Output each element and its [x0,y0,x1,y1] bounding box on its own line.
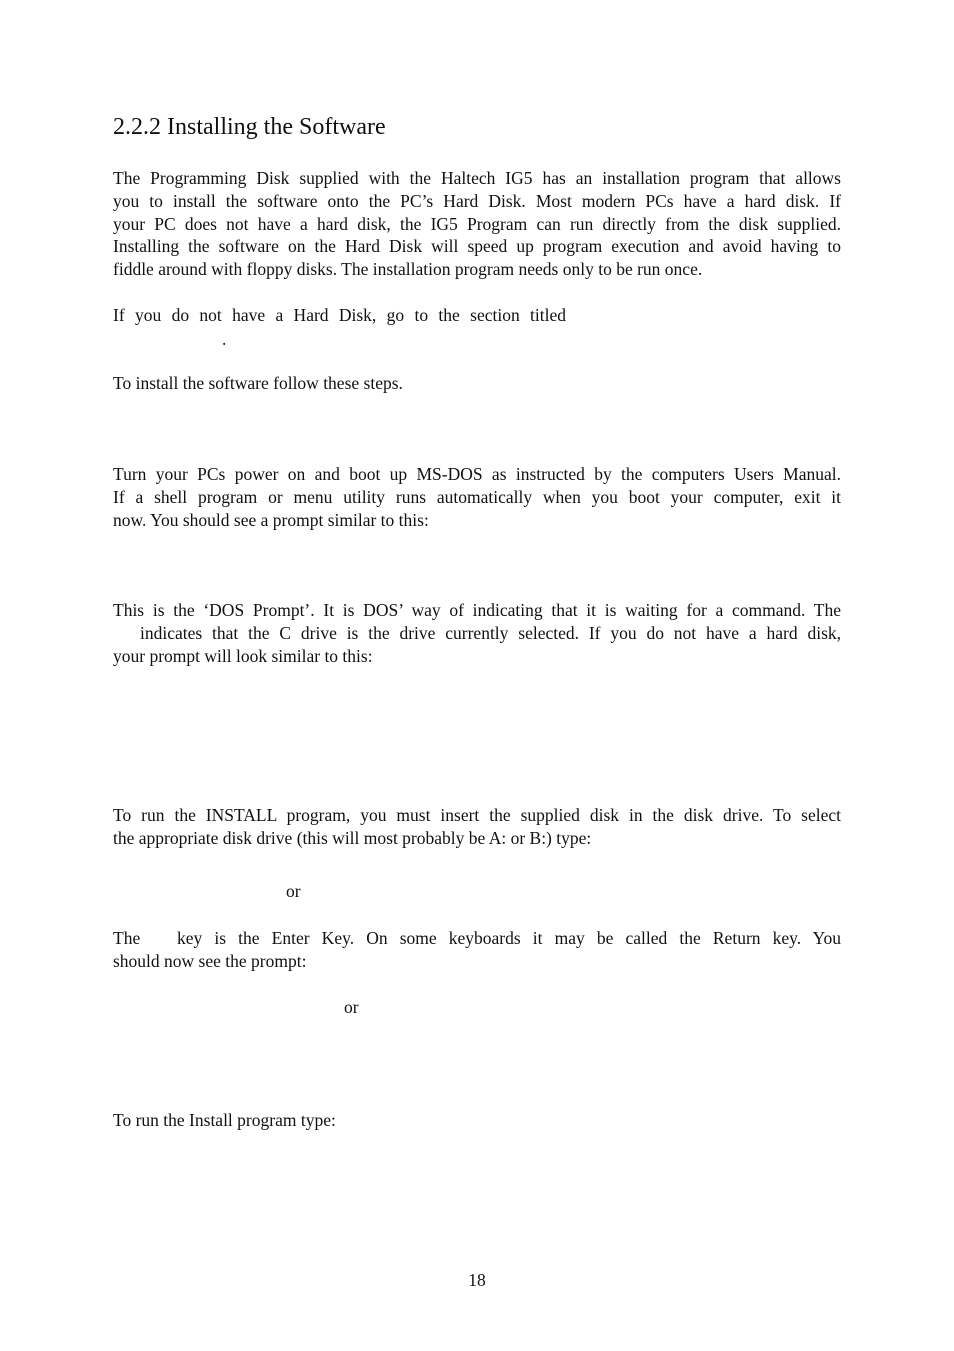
section-heading: 2.2.2 Installing the Software [113,114,386,140]
text-line: now. You should see a prompt similar to this: [113,509,429,530]
or-separator: or [286,881,301,901]
steps-intro: To install the software follow these steps. [113,373,403,393]
text-line: your prompt will look similar to this: [113,645,373,666]
or-separator: or [344,997,359,1017]
text-line: indicates that the C drive is the drive currently selected. If you do not have a hard disk, [140,622,841,643]
intro-paragraph [113,167,841,281]
text-line: fiddle around with floppy disks. The installation program needs only to be run once. [113,259,703,280]
page-number: 18 [468,1270,486,1290]
text-line: Turn your PCs power on and boot up MS-DOS as instructed by the computers Users Manual. [113,464,841,484]
trailing-period: . [222,329,227,349]
text-line: you to install the software onto the PC’s Hard Disk. Most modern PCs have a hard disk. If [113,190,841,211]
text-line: The Programming Disk supplied with the Haltech IG5 has an installation program that allows [113,168,841,188]
dos-prompt-paragraph [113,599,841,667]
text-line: This is the ‘DOS Prompt’. It is DOS’ way of indicating that it is waiting for a command. The [113,600,841,620]
enter-key-word-the: The [113,928,141,948]
enter-key-line-2: should now see the prompt: [113,951,307,971]
text-line: If a shell program or menu utility runs automatically when you boot your computer, exit it [113,486,841,507]
install-drive-paragraph [113,804,841,850]
text-line: If you do not have a Hard Disk, go to the section titled [113,305,566,325]
text-line: your PC does not have a hard disk, the IG5 Program can run directly from the disk supplied. [113,213,841,234]
run-install-instruction: To run the Install program type: [113,1110,336,1130]
no-hard-disk-paragraph [113,304,566,327]
text-line: To run the INSTALL program, you must insert the supplied disk in the disk drive. To select [113,805,841,825]
enter-key-line [177,927,841,950]
text-line: Installing the software on the Hard Disk will speed up program execution and avoid having to [113,236,841,257]
text-line: key is the Enter Key. On some keyboards it may be called the Return key. You [177,928,841,948]
power-on-paragraph [113,463,841,531]
text-line: the appropriate disk drive (this will most probably be A: or B:) type: [113,827,592,848]
